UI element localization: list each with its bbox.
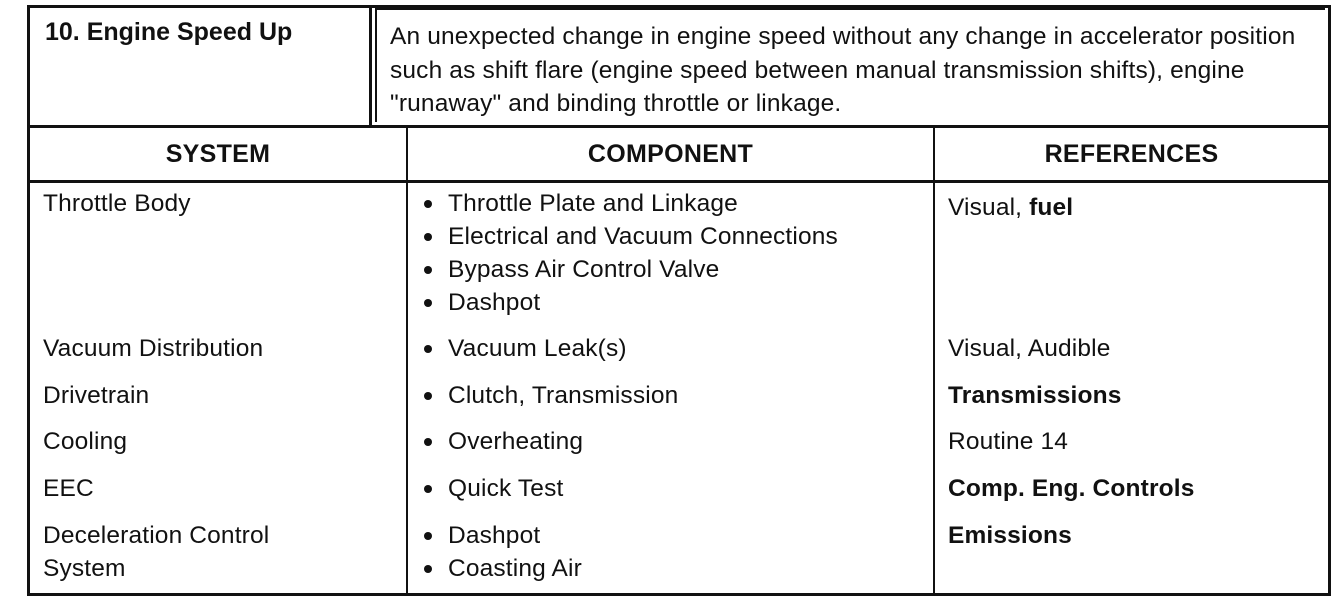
row-system: Vacuum Distribution [43, 335, 264, 362]
column-header-system: SYSTEM [165, 140, 271, 168]
row-system [43, 519, 269, 585]
component-item: Overheating [420, 425, 583, 458]
system-line: Deceleration Control [43, 522, 270, 549]
component-item: Dashpot [420, 519, 582, 552]
symptom-description: An unexpected change in engine speed without any change in accelerator position such as shift flare (engine speed between manual transmission shifts), engine "runaway" and binding throttle or linkage. [375, 8, 1325, 122]
header-rule [30, 180, 1328, 183]
system-line: System [43, 555, 126, 582]
component-item: Vacuum Leak(s) [420, 332, 627, 365]
row-components [420, 379, 678, 412]
reference-prefix: Visual, [948, 194, 1030, 221]
row-reference: Routine 14 [948, 428, 1069, 455]
column-divider-1 [406, 128, 408, 593]
component-item: Clutch, Transmission [420, 379, 678, 412]
row-system: Drivetrain [43, 382, 150, 409]
symptom-header [30, 8, 1328, 128]
row-reference: Emissions [948, 522, 1072, 549]
row-system: EEC [43, 475, 94, 502]
row-components [420, 332, 627, 365]
row-reference [948, 191, 1073, 224]
component-item: Electrical and Vacuum Connections [420, 220, 838, 253]
component-item: Coasting Air [420, 552, 582, 585]
row-system: Cooling [43, 428, 128, 455]
component-item: Throttle Plate and Linkage [420, 187, 838, 220]
column-divider-2 [933, 128, 935, 593]
column-header-references: REFERENCES [1044, 140, 1219, 168]
component-item: Dashpot [420, 286, 838, 319]
row-components [420, 472, 563, 505]
diagnostic-table [27, 5, 1331, 596]
component-item: Bypass Air Control Valve [420, 253, 838, 286]
row-system: Throttle Body [43, 190, 191, 217]
component-item: Quick Test [420, 472, 563, 505]
row-reference: Visual, Audible [948, 335, 1111, 362]
row-components [420, 519, 582, 585]
row-components [420, 187, 838, 319]
row-components [420, 425, 583, 458]
reference-bold: fuel [1029, 194, 1074, 221]
symptom-title: 10. Engine Speed Up [30, 8, 372, 125]
row-reference: Transmissions [948, 382, 1122, 409]
column-header-component: COMPONENT [587, 140, 754, 168]
row-reference: Comp. Eng. Controls [948, 475, 1195, 502]
